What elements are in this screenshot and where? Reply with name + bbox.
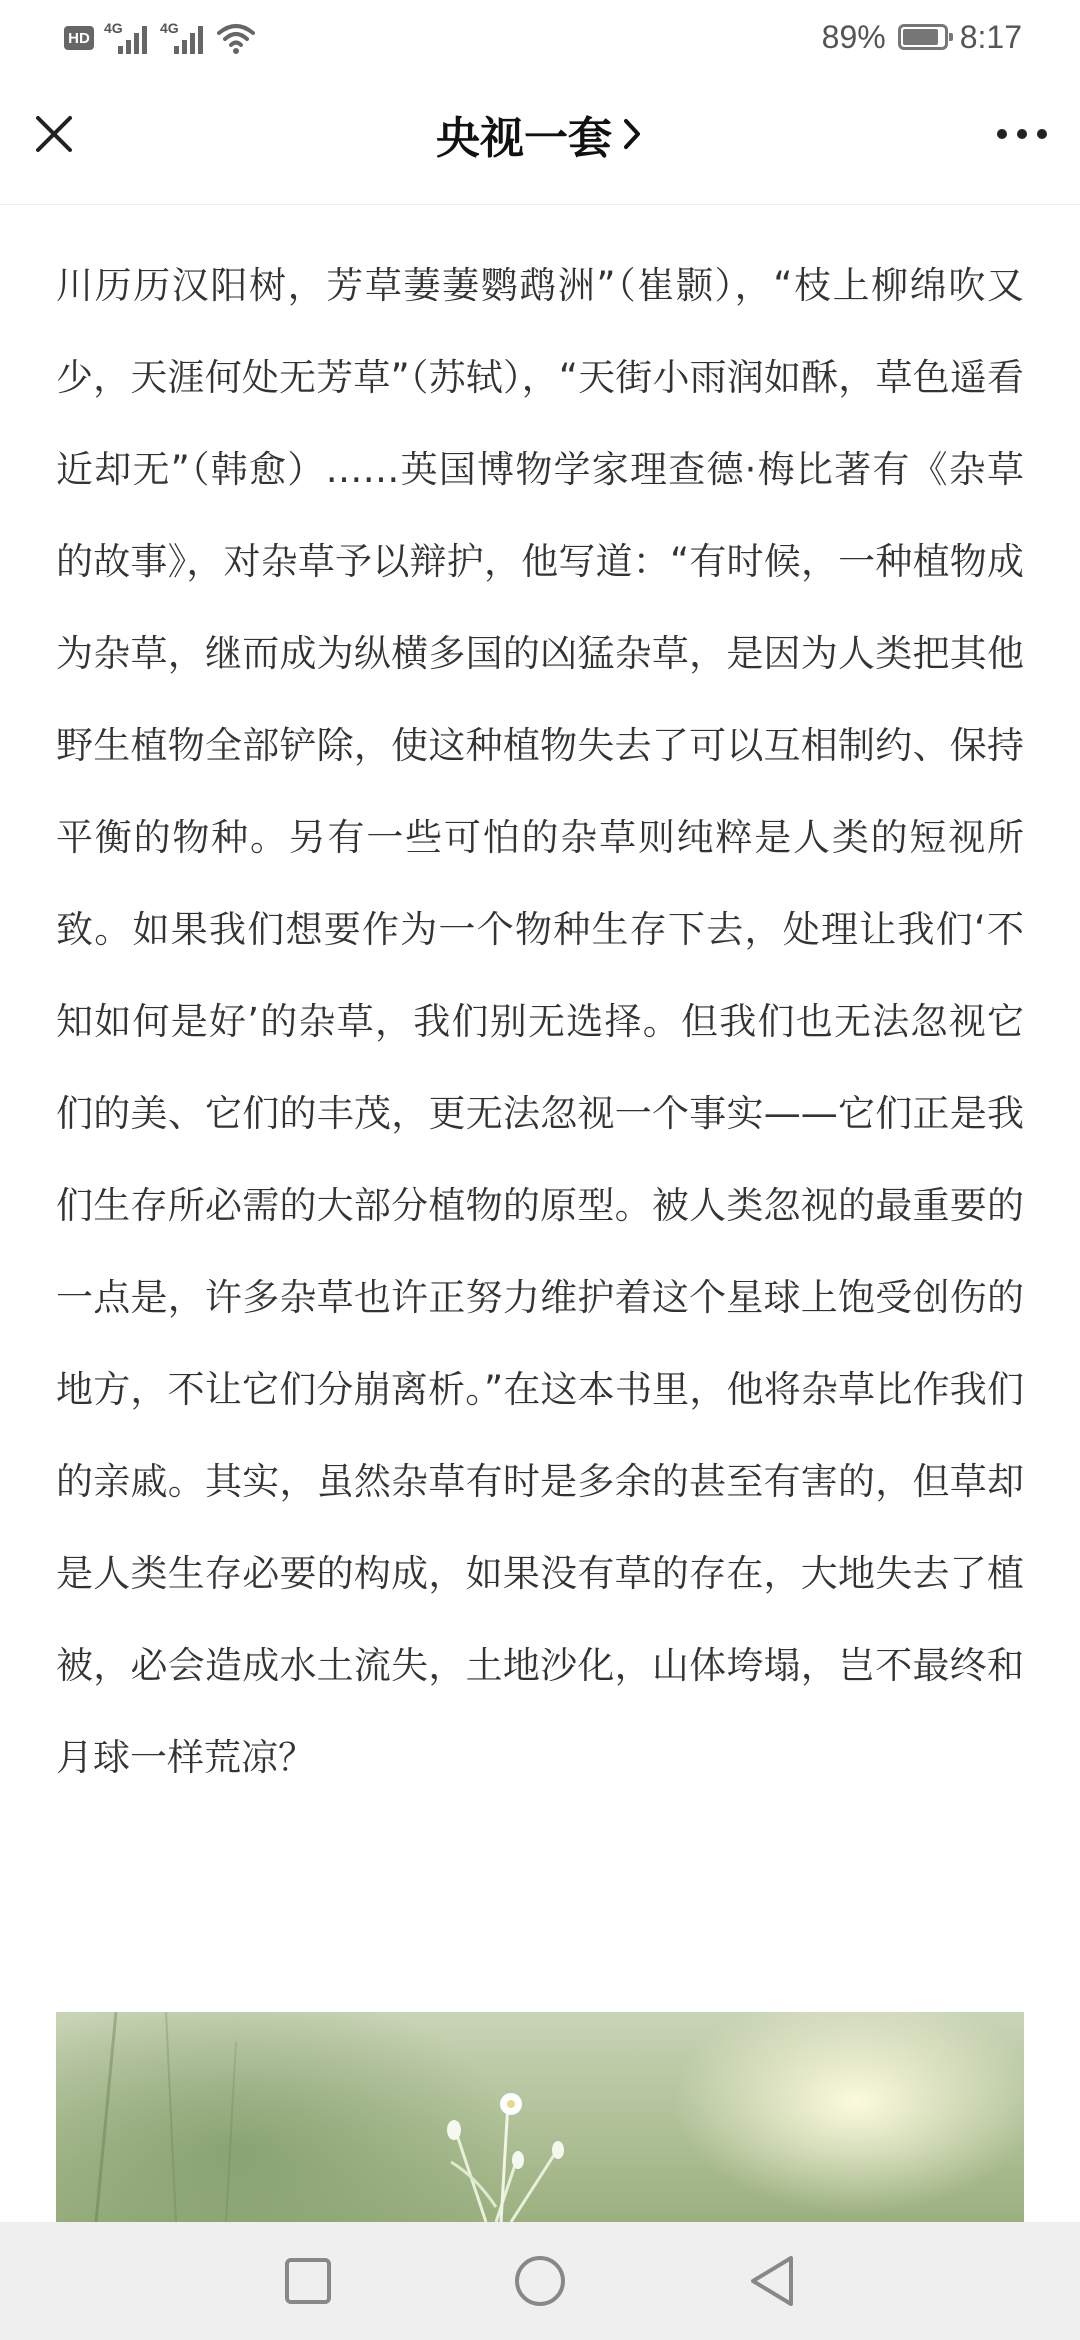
sim2-network-label: 4G (160, 20, 179, 36)
status-left (64, 18, 256, 58)
home-circle-icon (513, 2254, 567, 2308)
close-icon (34, 114, 74, 154)
back-button[interactable] (742, 2251, 802, 2311)
article-body (56, 240, 1024, 1804)
sim1-network-label: 4G (104, 20, 123, 36)
back-triangle-icon (747, 2254, 797, 2308)
recents-button[interactable] (278, 2251, 338, 2311)
hd-icon: HD (64, 26, 94, 50)
status-right (822, 14, 1022, 60)
battery-icon (898, 24, 948, 50)
white-flower-illustration (56, 2012, 1024, 2222)
more-options-button[interactable] (992, 108, 1052, 160)
account-title-link[interactable] (240, 104, 840, 164)
more-icon (996, 128, 1048, 140)
battery-percent: 89% (821, 18, 886, 55)
chevron-right-icon (622, 117, 644, 151)
article-image-grass-flower[interactable] (56, 2012, 1024, 2222)
page-title: 央视一套 (436, 113, 612, 164)
wifi-icon (216, 21, 256, 55)
close-button[interactable] (28, 108, 80, 160)
clock: 8:17 (959, 18, 1022, 55)
top-navigation-bar (0, 74, 1080, 205)
battery-level (903, 29, 939, 45)
status-bar (0, 0, 1080, 74)
recents-square-icon (283, 2256, 333, 2306)
sim1-signal (104, 20, 150, 56)
article-paragraph: 川历历汉阳树，芳草萋萋鹦鹉洲”（崔颢），“枝上柳绵吹又少，天涯何处无芳草”（苏轼），“天街小雨润如酥，草色遥看近却无”（韩愈）……英国博物学家理查德·梅比著有《杂草的故事》，对杂草予以辩护，他写道：“有时候，一种植物成为杂草，继而成为纵横多国的凶猛杂草，是因为人类把其他野生植物全部铲除，使这种植物失去了可以互相制约、保持平衡的物种。另有一些可怕的杂草则纯粹是人类的短视所致。如果我们想要作为一个物种生存下去，处理让我们‘不知如何是好’的杂草，我们别无选择。但我们也无法忽视它们的美、它们的丰茂，更无法忽视一个事实——它们正是我们生存所必需的大部分植物的原型。被人类忽视的最重要的一点是，许多杂草也许正努力维护着这个星球上饱受创伤的地方，不让它们分崩离析。”在这本书里，他将杂草比作我们的亲戚。其实，虽然杂草有时是多余的甚至有害的，但草却是人类生存必要的构成，如果没有草的存在，大地失去了植被，必会造成水土流失，土地沙化，山体垮塌，岂不最终和月球一样荒凉？ (56, 264, 1024, 1779)
sim2-signal (160, 20, 206, 56)
home-button[interactable] (510, 2251, 570, 2311)
system-navigation-bar (0, 2222, 1080, 2340)
